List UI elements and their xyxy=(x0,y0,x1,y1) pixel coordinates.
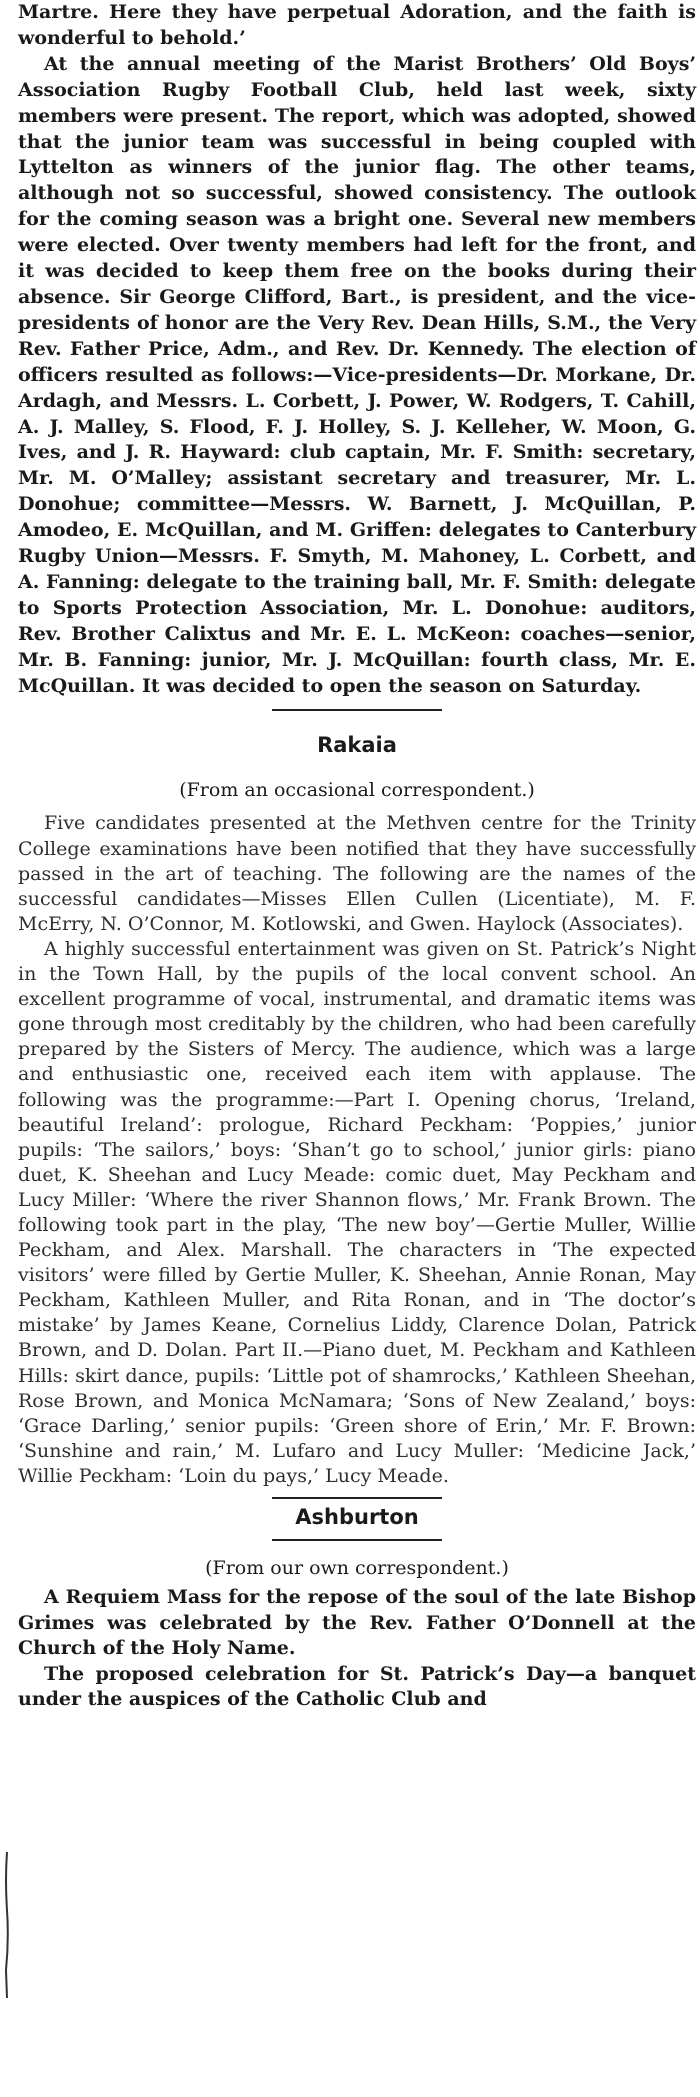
section-divider-rule xyxy=(272,1497,442,1499)
paragraph-requiem-mass: A Requiem Mass for the repose of the soul of the late Bishop Grimes was celebrated by the Rev. Father O’Donnell at the Church of the Holy Name. xyxy=(18,1586,696,1660)
correspondent-line-ashburton: (From our own correspondent.) xyxy=(205,1557,509,1579)
heading-underline-rule xyxy=(272,1539,442,1541)
correspondent-line-rakaia: (From an occasional correspondent.) xyxy=(179,779,535,802)
section-ashburton xyxy=(18,1503,696,1713)
margin-bracket-mark xyxy=(4,1850,10,2000)
paragraph-rugby-club-meeting: At the annual meeting of the Marist Brothers’ Old Boys’ Association Rugby Football Club, held last week, sixty members were present. The report, which was adopted, showed that the junior team was successful in being coupled with Lyttelton as winners of the junior flag. The other teams, although not so successful, showed consistency. The outlook for the coming season was a bright one. Several new members were elected. Over twenty members had left for the front, and it was decided to keep them free on the books during their absence. Sir George Clifford, Bart., is president, and the vice-presidents of honor are the Very Rev. Dean Hills, S.M., the Very Rev. Father Price, Adm., and Rev. Dr. Kennedy. The election of officers resulted as follows:—Vice-presidents—Dr. Morkane, Dr. Ardagh, and Messrs. L. Corbett, J. Power, W. Rodgers, T. Cahill, A. J. Malley, S. Flood, F. J. Holley, S. J. Kelleher, W. Moon, G. Ives, and J. R. Hayward: club captain, Mr. F. Smith: secretary, Mr. M. O’Malley; assistant secretary and treasurer, Mr. L. Donohue; committee—Messrs. W. Barnett, J. McQuillan, P. Amodeo, E. McQuillan, and M. Griffen: delegates to Canterbury Rugby Union—Messrs. F. Smyth, M. Mahoney, L. Corbett, and A. Fanning: delegate to the training ball, Mr. F. Smith: delegate to Sports Protection Association, Mr. L. Donohue: auditors, Rev. Brother Calixtus and Mr. E. L. McKeon: coaches—senior, Mr. B. Fanning: junior, Mr. J. McQuillan: fourth class, Mr. E. McQuillan. It was decided to open the season on Saturday. xyxy=(18,52,696,697)
paragraph-st-patricks-celebration: The proposed celebration for St. Patrick’s Day—a banquet under the auspices of the Catholic Club and xyxy=(18,1662,696,1711)
section-heading-ashburton: Ashburton xyxy=(295,1505,419,1529)
paragraph-trinity-college-results: Five candidates presented at the Methven centre for the Trinity College examinations have been notified that they have successfully passed in the art of teaching. The following are the names of the successful candidates—Misses Ellen Cullen (Licentiate), M. F. McErry, N. O’Connor, M. Kotlowski, and Gwen. Haylock (Associates). xyxy=(18,812,696,935)
section-divider-rule xyxy=(272,709,442,711)
paragraph-martre-continuation: Martre. Here they have perpetual Adoration, and the faith is wonderful to behold.’ xyxy=(18,1,696,49)
paragraph-st-patricks-entertainment: A highly successful entertainment was given on St. Patrick’s Night in the Town Hall, by the pupils of the local convent school. An excellent programme of vocal, instrumental, and dramatic items was gone through most creditably by the children, who had been carefully prepared by the Sisters of Mercy. The audience, which was a large and enthusiastic one, received each item with applause. The following was the programme:—Part I. Opening chorus, ‘Ireland, beautiful Ireland’: prologue, Richard Peckham: ‘Poppies,’ junior pupils: ‘The sailors,’ boys: ‘Shan’t go to school,’ junior girls: piano duet, K. Sheehan and Lucy Meade: comic duet, May Peckham and Lucy Miller: ‘Where the river Shannon flows,’ Mr. Frank Brown. The following took part in the play, ‘The new boy’—Gertie Muller, Willie Peckham, and Alex. Marshall. The characters in ‘The expected visitors’ were filled by Gertie Muller, K. Sheehan, Annie Ronan, May Peckham, Kathleen Muller, and Rita Ronan, and in ‘The doctor’s mistake’ by James Keane, Cornelius Liddy, Clarence Dolan, Patrick Brown, and D. Dolan. Part II.—Piano duet, M. Peckham and Kathleen Hills: skirt dance, pupils: ‘Little pot of shamrocks,’ Kathleen Sheehan, Rose Brown, and Monica McNamara; ‘Sons of New Zealand,’ boys: ‘Grace Darling,’ senior pupils: ‘Green shore of Erin,’ Mr. F. Brown: ‘Sunshine and rain,’ M. Lufaro and Lucy Muller: ‘Medicine Jack,’ Willie Peckham: ‘Loin du pays,’ Lucy Meade. xyxy=(18,937,696,1487)
section-heading-rakaia: Rakaia xyxy=(317,733,397,758)
section-rakaia xyxy=(18,731,696,1489)
section-marist-club-report xyxy=(18,0,696,699)
